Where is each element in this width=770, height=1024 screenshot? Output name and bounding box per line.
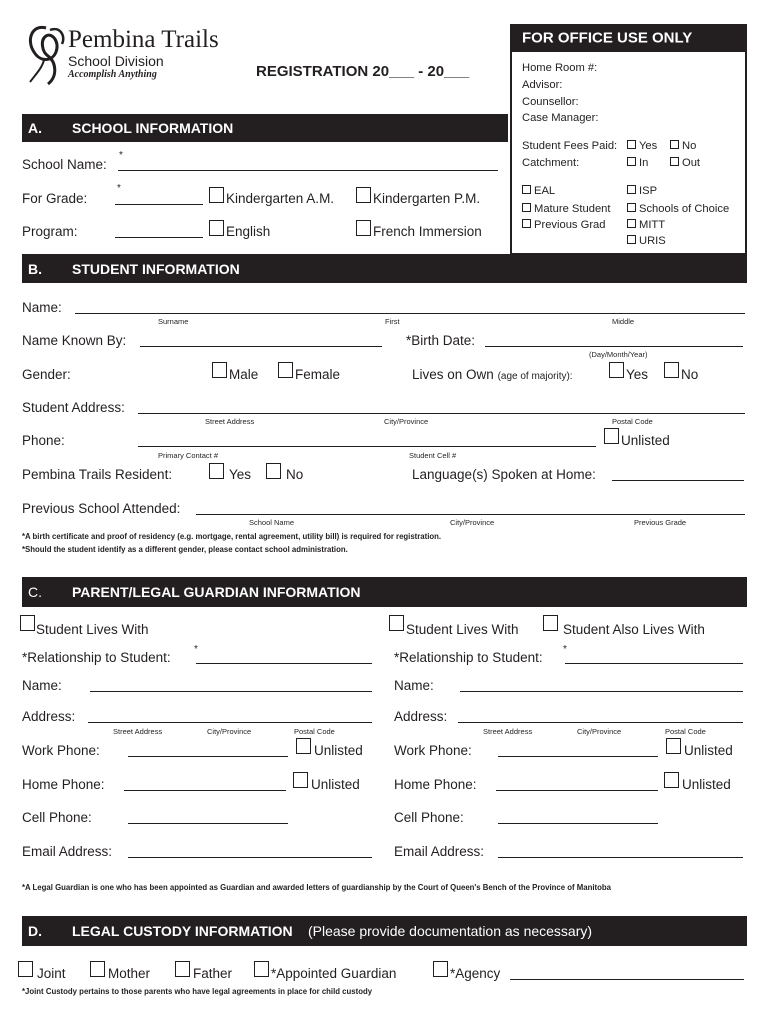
guardian2-lives-with-label: Student Lives With — [406, 622, 519, 637]
section-c-header — [22, 577, 747, 607]
guardian2-home-phone-field[interactable] — [496, 790, 658, 791]
guardian2-home-unlisted-checkbox[interactable] — [664, 772, 679, 788]
checkbox-icon — [627, 203, 636, 212]
guardian1-relationship-label: *Relationship to Student: — [22, 650, 171, 665]
checkbox-icon — [627, 185, 636, 194]
guardian1-cell-phone-field[interactable] — [128, 823, 288, 824]
guardian2-work-unlisted-checkbox[interactable] — [666, 738, 681, 754]
guardian2-also-lives-with-checkbox[interactable] — [543, 615, 558, 631]
student-cell-caption: Student Cell # — [409, 451, 457, 460]
student-address-field[interactable] — [138, 413, 745, 414]
father-label: Father — [193, 966, 233, 981]
pembina-trails-logo-icon — [22, 22, 72, 88]
birth-date-field[interactable] — [485, 346, 743, 347]
french-immersion-label: French Immersion — [373, 224, 482, 239]
guardian2-work-phone-label: Work Phone: — [394, 743, 472, 758]
guardian1-home-phone-field[interactable] — [124, 790, 286, 791]
phone-label: Phone: — [22, 433, 65, 448]
postal-code-caption: Postal Code — [294, 727, 335, 736]
english-label: English — [226, 224, 271, 239]
guardian1-home-unlisted-label: Unlisted — [311, 777, 360, 792]
resident-label: Pembina Trails Resident: — [22, 467, 173, 482]
guardian1-work-unlisted-label: Unlisted — [314, 743, 363, 758]
registration-title: REGISTRATION 20___ - 20___ — [256, 63, 470, 80]
street-address-caption: Street Address — [483, 727, 533, 736]
guardian2-work-unlisted-label: Unlisted — [684, 743, 733, 758]
required-asterisk: * — [117, 183, 121, 194]
appointed-guardian-checkbox[interactable] — [254, 961, 269, 977]
lives-on-own-no-label: No — [681, 367, 699, 382]
lives-on-own-label: Lives on Own (age of majority): — [412, 367, 573, 382]
city-province-caption: City/Province — [384, 417, 429, 426]
primary-contact-caption: Primary Contact # — [158, 451, 219, 460]
guardian1-work-phone-label: Work Phone: — [22, 743, 100, 758]
city-province-caption: City/Province — [207, 727, 252, 736]
street-address-caption: Street Address — [205, 417, 255, 426]
office-schools-of-choice[interactable]: Schools of Choice — [627, 203, 729, 215]
guardian2-name-label: Name: — [394, 678, 434, 693]
joint-checkbox[interactable] — [18, 961, 33, 977]
office-fees-yes[interactable]: Yes — [627, 140, 657, 152]
resident-no-label: No — [286, 467, 304, 482]
kindergarten-am-checkbox[interactable] — [209, 187, 224, 203]
office-use-header — [510, 24, 747, 52]
office-case-manager: Case Manager: — [522, 112, 599, 124]
female-label: Female — [295, 367, 341, 382]
student-address-label: Student Address: — [22, 400, 125, 415]
checkbox-icon — [627, 235, 636, 244]
languages-field[interactable] — [612, 480, 744, 481]
known-by-field[interactable] — [140, 346, 382, 347]
section-d-subtitle: (Please provide documentation as necessary) — [308, 923, 593, 939]
lives-on-own-yes-checkbox[interactable] — [609, 362, 624, 378]
guardian1-work-unlisted-checkbox[interactable] — [296, 738, 311, 754]
guardian1-home-unlisted-checkbox[interactable] — [293, 772, 308, 788]
school-name-caption: School Name — [249, 518, 295, 527]
program-label: Program: — [22, 224, 78, 239]
guardian1-email-label: Email Address: — [22, 844, 113, 859]
required-asterisk: * — [563, 644, 567, 655]
phone-unlisted-label: Unlisted — [621, 433, 670, 448]
checkbox-icon — [627, 157, 636, 166]
school-name-label: School Name: — [22, 157, 107, 172]
previous-grade-caption: Previous Grade — [634, 518, 687, 527]
office-mature-student[interactable]: Mature Student — [522, 203, 611, 215]
office-fees-no[interactable]: No — [670, 140, 696, 152]
office-isp[interactable]: ISP — [627, 185, 657, 197]
age-of-majority-caption: (age of majority): — [497, 371, 573, 382]
checkbox-icon — [522, 203, 531, 212]
street-address-caption: Street Address — [113, 727, 163, 736]
birth-certificate-note: *A birth certificate and proof of residency (e.g. mortgage, rental agreement, utility bill) is required for registration. — [22, 532, 442, 541]
section-b-letter: B. — [28, 260, 42, 277]
office-home-room: Home Room #: — [522, 62, 598, 74]
guardian1-address-label: Address: — [22, 709, 76, 724]
program-field[interactable] — [115, 237, 203, 238]
office-fees-paid-label: Student Fees Paid: — [522, 140, 618, 152]
checkbox-icon — [627, 219, 636, 228]
guardian2-relationship-field[interactable] — [565, 663, 743, 664]
city-province-caption: City/Province — [577, 727, 622, 736]
section-d-letter: D. — [28, 923, 42, 939]
guardian2-home-phone-label: Home Phone: — [394, 777, 477, 792]
guardian2-cell-phone-label: Cell Phone: — [394, 810, 464, 825]
languages-label: Language(s) Spoken at Home: — [412, 467, 596, 482]
middle-caption: Middle — [612, 317, 635, 326]
french-immersion-checkbox[interactable] — [356, 220, 371, 236]
lives-on-own-yes-label: Yes — [626, 367, 649, 382]
office-eal[interactable]: EAL — [522, 185, 555, 197]
guardian2-work-phone-field[interactable] — [498, 756, 658, 757]
guardian2-also-lives-with-label: Student Also Lives With — [563, 622, 705, 637]
kindergarten-am-label: Kindergarten A.M. — [226, 191, 335, 206]
section-a-letter: A. — [28, 120, 42, 136]
male-label: Male — [229, 367, 259, 382]
guardian2-cell-phone-field[interactable] — [498, 823, 658, 824]
guardian2-name-field[interactable] — [460, 691, 743, 692]
resident-no-checkbox[interactable] — [266, 463, 281, 479]
guardian1-email-field[interactable] — [128, 857, 372, 858]
checkbox-icon — [670, 140, 679, 149]
postal-code-caption: Postal Code — [665, 727, 706, 736]
mother-checkbox[interactable] — [90, 961, 105, 977]
joint-label: Joint — [37, 966, 66, 981]
city-province-caption: City/Province — [450, 518, 495, 527]
known-by-label: Name Known By: — [22, 333, 127, 348]
appointed-guardian-label: *Appointed Guardian — [271, 966, 397, 981]
phone-unlisted-checkbox[interactable] — [604, 428, 619, 444]
lives-on-own-no-checkbox[interactable] — [664, 362, 679, 378]
guardian1-work-phone-field[interactable] — [128, 756, 288, 757]
section-b-header — [22, 254, 747, 283]
checkbox-icon — [522, 219, 531, 228]
kindergarten-pm-label: Kindergarten P.M. — [373, 191, 481, 206]
agency-checkbox[interactable] — [433, 961, 448, 977]
agency-label: *Agency — [450, 966, 501, 981]
legal-guardian-note: *A Legal Guardian is one who has been appointed as Guardian and awarded letters of guardianship by the Court of Queen's Bench of the Province of Manitoba — [22, 883, 612, 892]
student-name-label: Name: — [22, 300, 62, 315]
section-b-title: STUDENT INFORMATION — [72, 260, 240, 277]
checkbox-icon — [522, 185, 531, 194]
surname-caption: Surname — [158, 317, 189, 326]
guardian2-lives-with-checkbox[interactable] — [389, 615, 404, 631]
previous-school-field[interactable] — [196, 514, 745, 515]
required-asterisk: * — [119, 150, 123, 161]
guardian1-home-phone-label: Home Phone: — [22, 777, 105, 792]
grade-field[interactable] — [115, 204, 203, 205]
section-d-header — [22, 916, 747, 946]
office-use-title: FOR OFFICE USE ONLY — [522, 29, 693, 47]
guardian1-relationship-field[interactable] — [196, 663, 372, 664]
guardian2-address-field[interactable] — [458, 722, 743, 723]
for-grade-label: For Grade: — [22, 191, 88, 206]
previous-school-label: Previous School Attended: — [22, 501, 181, 516]
guardian2-home-unlisted-label: Unlisted — [682, 777, 731, 792]
office-counsellor: Counsellor: — [522, 96, 579, 108]
guardian1-name-label: Name: — [22, 678, 62, 693]
required-asterisk: * — [194, 644, 198, 655]
section-c-title: PARENT/LEGAL GUARDIAN INFORMATION — [72, 584, 361, 600]
office-catchment-label: Catchment: — [522, 157, 580, 169]
office-catchment-out[interactable]: Out — [670, 157, 700, 169]
school-name-field[interactable] — [118, 170, 498, 171]
guardian1-address-field[interactable] — [88, 722, 372, 723]
guardian2-email-label: Email Address: — [394, 844, 485, 859]
resident-yes-checkbox[interactable] — [209, 463, 224, 479]
kindergarten-pm-checkbox[interactable] — [356, 187, 371, 203]
guardian2-email-field[interactable] — [498, 857, 743, 858]
birth-date-label: *Birth Date: — [406, 333, 476, 348]
gender-label: Gender: — [22, 367, 71, 382]
student-name-field[interactable] — [75, 313, 745, 314]
agency-field[interactable] — [510, 979, 744, 980]
section-d-title: LEGAL CUSTODY INFORMATION — [72, 923, 293, 939]
office-catchment-in[interactable]: In — [627, 157, 648, 169]
female-checkbox[interactable] — [278, 362, 293, 378]
section-c-letter: C. — [28, 584, 42, 600]
logo-tagline: Accomplish Anything — [68, 69, 157, 80]
gender-identity-note: *Should the student identify as a different gender, please contact school administration. — [22, 545, 348, 554]
guardian2-address-label: Address: — [394, 709, 448, 724]
office-uris[interactable]: URIS — [627, 235, 666, 247]
english-checkbox[interactable] — [209, 220, 224, 236]
postal-code-caption: Postal Code — [612, 417, 653, 426]
guardian1-name-field[interactable] — [90, 691, 372, 692]
section-a-header — [22, 114, 508, 142]
section-a-title: SCHOOL INFORMATION — [72, 120, 234, 136]
date-format-caption: (Day/Month/Year) — [589, 350, 648, 359]
male-checkbox[interactable] — [212, 362, 227, 378]
guardian2-relationship-label: *Relationship to Student: — [394, 650, 543, 665]
office-previous-grad[interactable]: Previous Grad — [522, 219, 606, 231]
joint-custody-note: *Joint Custody pertains to those parents who have legal agreements in place for child custody — [22, 987, 373, 996]
guardian1-lives-with-label: Student Lives With — [36, 622, 149, 637]
guardian1-cell-phone-label: Cell Phone: — [22, 810, 92, 825]
logo-subtitle: School Division — [68, 53, 164, 69]
checkbox-icon — [670, 157, 679, 166]
guardian1-lives-with-checkbox[interactable] — [20, 615, 35, 631]
office-mitt[interactable]: MITT — [627, 219, 665, 231]
logo-title: Pembina Trails — [68, 26, 219, 53]
phone-field[interactable] — [138, 446, 596, 447]
checkbox-icon — [627, 140, 636, 149]
father-checkbox[interactable] — [175, 961, 190, 977]
mother-label: Mother — [108, 966, 151, 981]
office-advisor: Advisor: — [522, 79, 563, 91]
resident-yes-label: Yes — [229, 467, 252, 482]
first-caption: First — [385, 317, 400, 326]
